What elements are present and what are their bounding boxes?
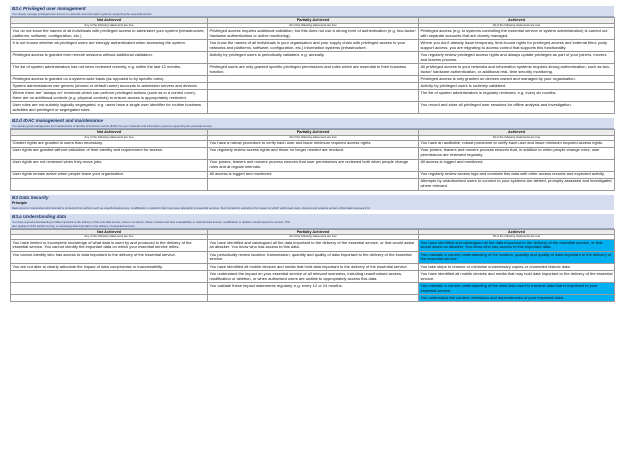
cell-partially-achieved: You understand the impact on your essential service of all relevant scenarios, including unauthorised access, modification or deletion, or when authorised users are unable to appropriately access this data. (208, 271, 419, 283)
cell-partially-achieved: You validate these impact statements regularly, e.g. every 12 or 24 months. (208, 283, 419, 295)
cell-partially-achieved: Privileged access requires additional validation, but this does not use a strong form of authentication (e.g. two-factor/ hardware authentication or active monitoring). (208, 28, 419, 40)
cell-not-achieved: Privileged access is granted from remote sessions without additional validation. (11, 52, 208, 64)
subheader-all: All of the following statements are true (208, 235, 419, 240)
table-row (11, 178, 615, 190)
cell-achieved: You take steps to remove or minimise unnecessary copies or unneeded historic data. (419, 263, 615, 270)
table-row (11, 251, 615, 263)
section-title: B2.c Privileged user management (10, 6, 614, 12)
cell-achieved: You regularly review privileged access rights and always update privileges as part of your joiners, movers and leavers process. (419, 52, 615, 64)
section-description: You closely manage privileged user access to networks and information systems supporting the essential service. (10, 12, 614, 17)
cell-partially-achieved: You have identified all mobile devices and media that hold data important to the delivery of the essential service. (208, 263, 419, 270)
table-row (11, 90, 615, 102)
cell-not-achieved: User rights are not reviewed when they move jobs. (11, 159, 208, 171)
table-row (11, 64, 615, 76)
cell-partially-achieved: Privileged users are only granted specific privileged permissions and roles which are essential to their business function. (208, 64, 419, 76)
cell-partially-achieved: You have identified and catalogued all the data important to the delivery of the essential service, or that would assist an attacker. You know who has access to this data. (208, 239, 419, 251)
table-row (11, 239, 615, 251)
section-description: You have a good understanding of data important to the delivery of the essential service, where it is stored, where it travels and how unavailability or unauthorised access, modification or deletion would impact the service. This (10, 220, 614, 224)
cell-achieved: The list of system administrators is regularly reviewed, e.g. every six months. (419, 90, 615, 102)
table-row (11, 271, 615, 283)
cell-partially-achieved (208, 102, 419, 114)
cell-partially-achieved: Activity by privileged users is periodically validated, e.g. annually. (208, 52, 419, 64)
section-b3a (10, 214, 614, 302)
cell-not-achieved: You have limited or incomplete knowledge of what data is used by and produced in the delivery of the essential service. You cannot identify the important data on which your essential service relies. (11, 239, 208, 251)
table-row (11, 40, 615, 52)
table-row (11, 159, 615, 171)
cell-achieved: You have an auditable, robust procedure to verify each user and issue minimum required access rights. (419, 140, 615, 147)
header-achieved: Achieved (419, 229, 615, 235)
cell-not-achieved: You are not able to clearly articulate the impact of data compromise or inaccessibility. (11, 263, 208, 270)
table-row (11, 171, 615, 178)
table-row (11, 28, 615, 40)
cell-not-achieved: User roles are not suitably logically segregated, e.g. users have a single user identifier for routine business activities and privileged or segregated roles. (11, 102, 208, 114)
principle-text: Data stored or transmitted electronically is protected from actions such as unauthorised access, modification, or deletion that may cause disruption to essential services. Such protection extends to the means by which authorised users, devices and systems access critical data necessary for (10, 206, 614, 210)
cell-not-achieved: You cannot identify who has access to data important to the delivery of the essential service. (11, 251, 208, 263)
spreadsheet (10, 6, 614, 302)
table-row (11, 102, 615, 114)
cell-not-achieved: Greater rights are granted to users than necessary. (11, 140, 208, 147)
cell-not-achieved (11, 271, 208, 283)
cell-not-achieved: User rights remain active when people leave your organisation. (11, 171, 208, 178)
principle-heading: Principle (10, 201, 614, 206)
cell-partially-achieved (208, 83, 419, 90)
section-b22 (10, 118, 614, 190)
cell-not-achieved: The list of system administrators has not been reviewed recently, e.g. within the last 12 months. (11, 64, 208, 76)
subheader-all: All of the following statements are true (208, 135, 419, 140)
section-b21 (10, 6, 614, 114)
cell-achieved: You maintain a current understanding of the location, quantity and quality of data important to the delivery of the essential service. (419, 251, 615, 263)
requirements-table (10, 129, 615, 190)
subheader-row (11, 23, 615, 28)
cell-not-achieved: System administrators use generic (shared or default name) accounts to administer servers and devices. (11, 83, 208, 90)
cell-achieved: Privileged access (e.g. to systems controlling the essential service or system administration) is carried out with separate accounts that are closely managed. (419, 28, 615, 40)
cell-not-achieved: Privileged access is granted on a system-wide basis (as opposed to by specific roles). (11, 76, 208, 83)
cell-achieved: You maintain a current understanding of the data links used to transmit data that is important to your essential service. (419, 283, 615, 295)
cell-partially-achieved: Your joiners, leavers and movers process ensures that user permissions are reviewed both when people change roles and at regular intervals. (208, 159, 419, 171)
header-achieved: Achieved (419, 130, 615, 136)
header-partially-achieved: Partially Achieved (208, 18, 419, 24)
subheader-any: Any of the following statements are true (11, 23, 208, 28)
cell-achieved: You have identified and catalogued all the data important to the delivery of the essential service, or that would assist an attacker. You know who has access to this important data. (419, 239, 615, 251)
cell-partially-achieved (208, 90, 419, 102)
cell-not-achieved (11, 178, 208, 190)
header-not-achieved: Not Achieved (11, 18, 208, 24)
requirements-table (10, 17, 615, 114)
cell-achieved: All access is logged and monitored. (419, 159, 615, 171)
cell-achieved: You regularly review access logs and correlate this data with other access records and expected activity. (419, 171, 615, 178)
header-partially-achieved: Partially Achieved (208, 130, 419, 136)
cell-not-achieved: You do not know the names of all individuals with privileged access to administer your system (infrastructure, platforms, software, configuration, etc.) (11, 28, 208, 40)
cell-partially-achieved: You have a robust procedure to verify each user and issue minimum required access rights. (208, 140, 419, 147)
section-title: B3 Data Security (10, 195, 614, 201)
header-achieved: Achieved (419, 18, 615, 24)
section-b3 (10, 195, 614, 210)
section-description: You assure good management and maintenance of identity and access control (IDAC) for your networks and information systems supporting the essential service. (10, 124, 614, 129)
cell-achieved: You have identified all mobile devices and media that may hold data important to the delivery of the essential service. (419, 271, 615, 283)
table-row (11, 52, 615, 64)
header-partially-achieved: Partially Achieved (208, 229, 419, 235)
subheader-row (11, 235, 615, 240)
table-row (11, 263, 615, 270)
subheader-all: All of the following statements are true (208, 23, 419, 28)
cell-achieved: All privileged access to your networks and information systems requires strong authentication, such as two-factor/ hardware authentication, or additional real- time security monitoring. (419, 64, 615, 76)
header-not-achieved: Not Achieved (11, 229, 208, 235)
header-not-achieved: Not Achieved (11, 130, 208, 136)
cell-achieved: You understand the context, limitations and dependencies of your important data. (419, 295, 615, 302)
section-description-continued: also applies to third parties storing, or accessing data important to the delivery of essential services. (10, 224, 614, 229)
subheader-any: Any of the following statements are true (11, 135, 208, 140)
table-row (11, 147, 615, 159)
cell-partially-achieved (208, 295, 419, 302)
cell-partially-achieved: You regularly review access rights and those no longer needed are revoked. (208, 147, 419, 159)
cell-achieved: You record and store all privileged user sessions for offline analysis and investigation. (419, 102, 615, 114)
cell-achieved: Where you don't already issue temporary, time-bound rights for privileged access and external third- party support access, you are migrating to access control that supports this functionality. (419, 40, 615, 52)
cell-partially-achieved (208, 76, 419, 83)
cell-not-achieved: User rights are granted without validation of their identity and requirement for access. (11, 147, 208, 159)
cell-not-achieved: Where there are "always on" terminals which can perform privileged actions (such as in a control room), there are no additional controls (e.g. physical controls) to ensure access is appropriately restricted. (11, 90, 208, 102)
requirements-table (10, 229, 615, 302)
table-row (11, 295, 615, 302)
section-title: B2.d IDAC management and maintenance (10, 118, 614, 124)
table-row (11, 140, 615, 147)
cell-achieved: Activity by privileged users is routinely validated. (419, 83, 615, 90)
cell-partially-achieved: All access is logged and monitored. (208, 171, 419, 178)
table-row (11, 283, 615, 295)
subheader-all: All of the following statements are true (419, 235, 615, 240)
table-row (11, 83, 615, 90)
cell-not-achieved: It is not known whether all privileged users are strongly authenticated when accessing the system. (11, 40, 208, 52)
cell-achieved: Privileged access is only granted on devices owned and managed by your organisation. (419, 76, 615, 83)
subheader-all: All of the following statements are true (419, 23, 615, 28)
cell-achieved: Attempts by unauthorised users to connect to your systems are alerted, promptly assessed and investigated where relevant. (419, 178, 615, 190)
cell-partially-achieved: You periodically review location, transmission, quantity and quality of data important to the delivery of the essential service. (208, 251, 419, 263)
cell-partially-achieved (208, 178, 419, 190)
subheader-all: All of the following statements are true (419, 135, 615, 140)
subheader-any: Any of the following statements are true (11, 235, 208, 240)
section-title: B3.a Understanding data (10, 214, 614, 220)
cell-not-achieved (11, 283, 208, 295)
cell-partially-achieved: You know the names of all individuals in your organisation and your supply chain with privileged access to your networks and platforms, software, configuration, etc.) information systems (infrastructure. (208, 40, 419, 52)
table-row (11, 76, 615, 83)
cell-not-achieved (11, 295, 208, 302)
cell-achieved: Your joiners, leavers and movers process ensures that, in addition to when people change roles, user permissions are reviewed regularly. (419, 147, 615, 159)
